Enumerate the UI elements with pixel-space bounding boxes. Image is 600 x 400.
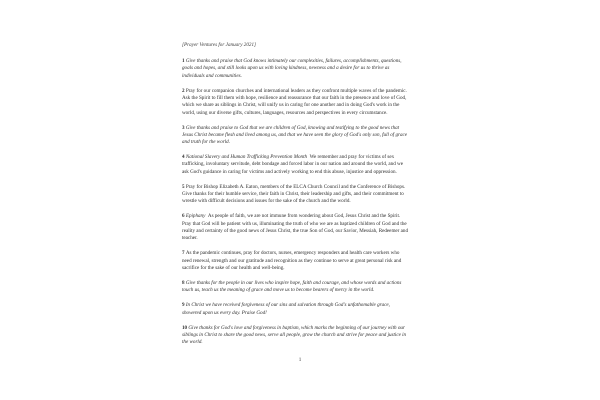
prayer-entry-3 (182, 125, 410, 147)
prayer-entry-7 (182, 250, 410, 272)
prayer-text-roman-2: Pray for our companion churches and international leaders as they confront multiple waves of the pandemic. Ask the Spirit to fill them with hope, resilience and reassurance that our faith in the presence and love of God, which we share as siblings in Christ, will unify us in caring for one another and in doing God's work in the world, using our diverse gifts, cultures, languages, resources and perspectives in every circumstance. (182, 87, 407, 116)
document-title: [Prayer Ventures for January 2021] (182, 42, 257, 48)
prayer-text-italic-10: Give thanks for God's love and forgiveness in baptism, which marks the beginning of our journey with our siblings in Christ to share the good news, serve all people, grow the church and strive for peace and justice in the world. (182, 324, 407, 346)
prayer-number-9: 9 (182, 302, 185, 309)
prayer-text-roman-5: Pray for Bishop Elizabeth A. Eaton, members of the ELCA Church Council and the Conference of Bishops. Give thanks for their humble service, their faith in Christ, their leadership and gifts, and their commitment to wrestle with difficult decisions and issues for the sake of the church and the world. (182, 183, 406, 205)
prayer-entry-1 (182, 58, 410, 80)
prayer-number-8: 8 (182, 279, 185, 286)
page-number: 1 (298, 357, 302, 363)
prayer-entry-5 (182, 184, 410, 206)
prayer-text-roman-6: As people of faith, we are not immune from wondering about God, Jesus Christ and the Spirit. Pray that God will be patient with us, illuminating the truth of who we are as baptized children of God and the reality and certainty of the good news of Jesus Christ, the true Son of God, our Savior, Messiah, Redeemer and teacher. (182, 213, 408, 242)
prayer-number-5: 5 (182, 183, 185, 190)
prayer-number-3: 3 (182, 124, 185, 131)
prayer-entry-10 (182, 325, 410, 347)
prayer-number-4: 4 (182, 154, 185, 161)
prayer-text-roman-4: We remember and pray for victims of sex trafficking, involuntary servitude, debt bondage and forced labor in our nation and around the world, and we ask God's guidance in caring for victims and actively working to end this abuse, injustice and oppression. (182, 154, 403, 175)
prayer-number-6: 6 (182, 213, 185, 220)
prayer-text-italic-9: In Christ we have received forgiveness of our sins and salvation through God's unfathomable grace, showered upon us every day. Praise God! (182, 302, 390, 316)
prayer-number-10: 10 (182, 324, 188, 331)
prayer-entry-4 (182, 154, 410, 176)
prayer-text-italic-3: Give thanks and praise to God that we are children of God, knowing and testifying to the good news that Jesus Christ became flesh and lived among us, and that we have seen the glory of God's only son, full of grace and truth for the world. (182, 124, 408, 146)
prayer-number-7: 7 (182, 250, 185, 257)
prayer-number-1: 1 (182, 57, 185, 64)
prayer-observance-6: Epiphany (185, 213, 206, 220)
prayer-text-italic-1: Give thanks and praise that God knows intimately our complexities, failures, accomplishments, questions, goals and hopes, and still looks upon us with loving kindness, newness and a desire for us to thrive as individuals and communities. (182, 57, 402, 79)
prayer-entry-8 (182, 280, 410, 295)
prayer-text-roman-7: As the pandemic continues, pray for doctors, nurses, emergency responders and health care workers who need renewal, strength and our gratitude and recognition as they continue to serve at great personal risk and sacrifice for the sake of our health and well-being. (182, 250, 402, 272)
page-text-column (182, 42, 410, 354)
prayer-entry-9 (182, 302, 410, 317)
prayer-entry-6 (182, 213, 410, 242)
prayer-number-2: 2 (182, 87, 185, 94)
prayer-observance-4: National Slavery and Human Trafficking Prevention Month (185, 154, 308, 161)
prayer-entry-2 (182, 88, 410, 117)
prayer-text-italic-8: Give thanks for the people in our lives who inspire hope, faith and courage, and whose words and actions touch us, teach us the meaning of grace and move us to become bearers of mercy in the world. (182, 279, 402, 294)
